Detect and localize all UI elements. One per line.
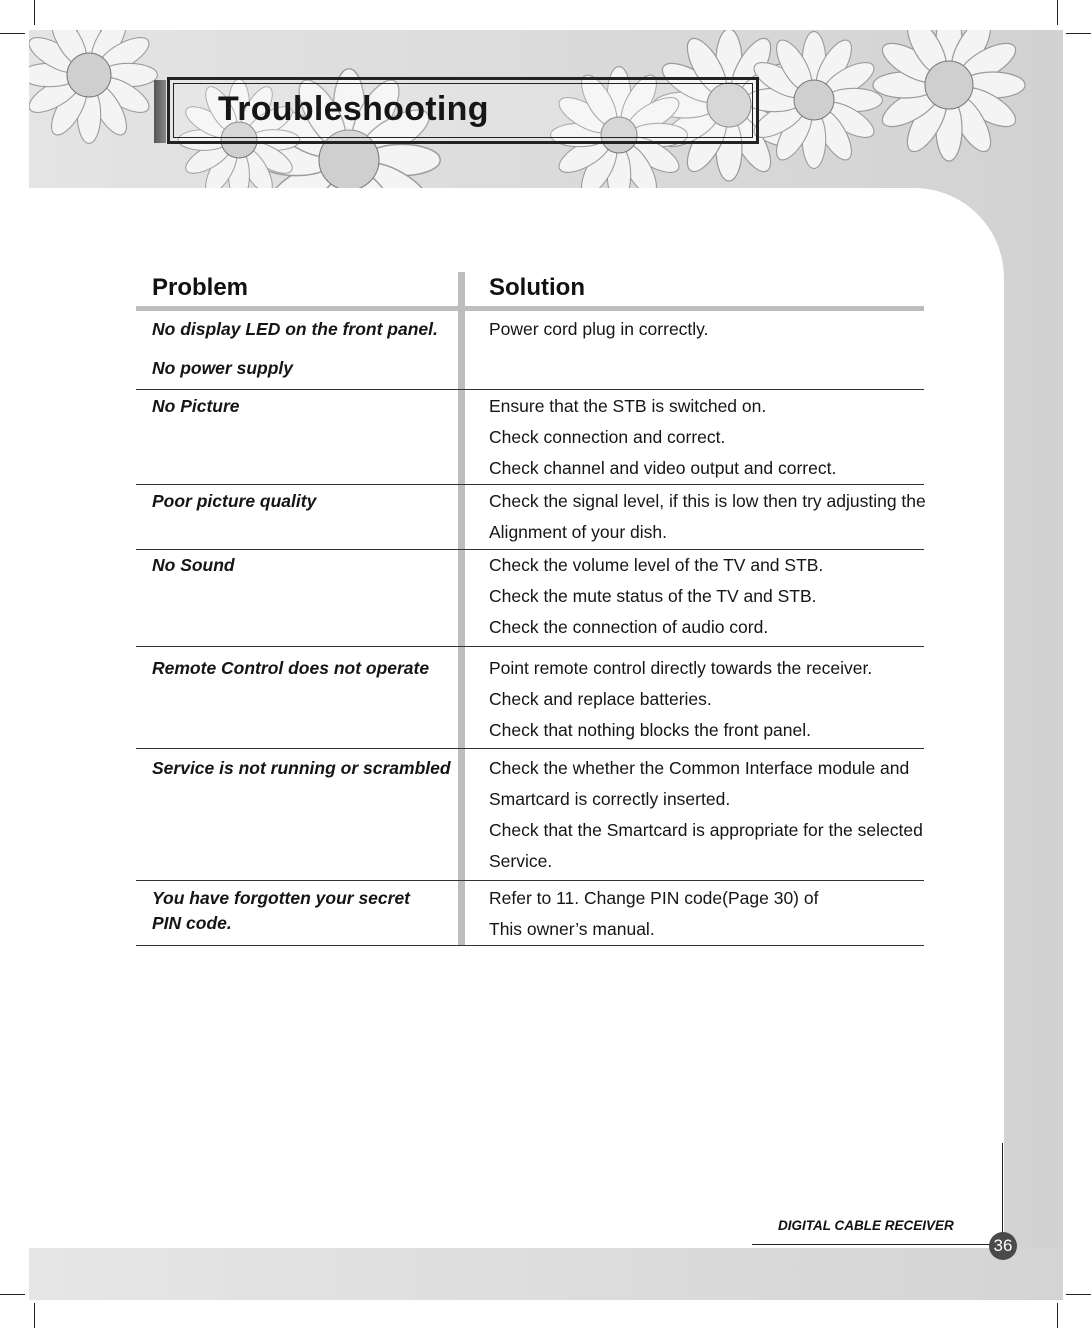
problem-text: PIN code.	[152, 913, 232, 933]
solution-text: Check and replace batteries.	[489, 689, 712, 709]
footer-vertical-line	[1002, 1143, 1003, 1238]
row-divider	[136, 945, 924, 946]
solution-text: Check the signal level, if this is low then try adjusting the	[489, 491, 926, 511]
page-number: 36	[989, 1232, 1017, 1260]
solution-header: Solution	[489, 274, 585, 301]
problem-text: No Picture	[152, 396, 240, 416]
row-divider	[136, 880, 924, 881]
problem-text: No display LED on the front panel.	[152, 319, 438, 339]
page-title: Troubleshooting	[218, 90, 489, 128]
row-divider	[136, 646, 924, 647]
crop-mark	[1057, 0, 1058, 25]
footer-line	[752, 1244, 992, 1245]
title-accent-bar	[154, 80, 166, 143]
problem-text: Remote Control does not operate	[152, 658, 430, 678]
bottom-strip	[29, 1248, 1063, 1300]
solution-text: Check the volume level of the TV and STB.	[489, 555, 824, 575]
crop-mark	[1057, 1303, 1058, 1328]
problem-text: No power supply	[152, 358, 293, 378]
crop-mark	[0, 1294, 25, 1295]
problem-header: Problem	[152, 274, 249, 301]
solution-text: Refer to 11. Change PIN code(Page 30) of	[489, 888, 819, 908]
solution-text: Check the mute status of the TV and STB.	[489, 586, 817, 606]
solution-text: Check connection and correct.	[489, 427, 726, 447]
solution-text: Check channel and video output and correct.	[489, 458, 837, 478]
row-divider	[136, 748, 924, 749]
solution-text: Point remote control directly towards the receiver.	[489, 658, 873, 678]
problem-text: No Sound	[152, 555, 235, 575]
problem-text: You have forgotten your secret	[152, 888, 411, 908]
crop-mark	[0, 33, 25, 34]
row-divider	[136, 484, 924, 485]
solution-text: This owner’s manual.	[489, 919, 655, 939]
solution-text: Smartcard is correctly inserted.	[489, 789, 731, 809]
problem-text: Service is not running or scrambled	[152, 758, 451, 778]
crop-mark	[1066, 33, 1091, 34]
solution-text: Check that nothing blocks the front panel.	[489, 720, 812, 740]
solution-text: Check the connection of audio cord.	[489, 617, 769, 637]
problem-text: Poor picture quality	[152, 491, 317, 511]
solution-text: Check that the Smartcard is appropriate for the selected	[489, 820, 923, 840]
solution-text: Service.	[489, 851, 553, 871]
column-separator	[458, 272, 465, 946]
solution-text: Check the whether the Common Interface module and	[489, 758, 910, 778]
row-divider	[136, 549, 924, 550]
solution-text: Alignment of your dish.	[489, 522, 668, 542]
header-underline	[136, 306, 924, 311]
solution-text: Power cord plug in correctly.	[489, 319, 709, 339]
footer-label: DIGITAL CABLE RECEIVER	[778, 1218, 954, 1233]
solution-text: Ensure that the STB is switched on.	[489, 396, 767, 416]
crop-mark	[1066, 1294, 1091, 1295]
crop-mark	[34, 1303, 35, 1328]
crop-mark	[34, 0, 35, 25]
row-divider	[136, 389, 924, 390]
